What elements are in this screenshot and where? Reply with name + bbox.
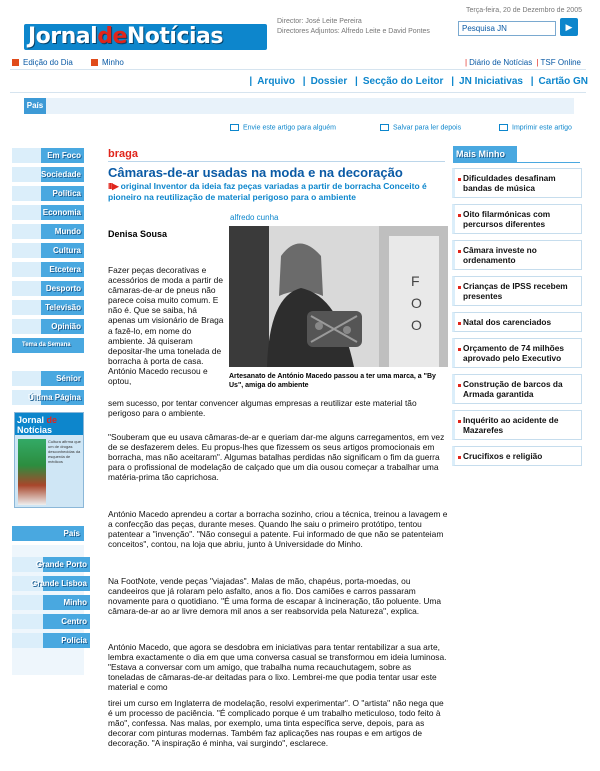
article-intro-continued: sem sucesso, por tentar convencer algumas empresas a reutilizar este material tão perigoso para o ambiente. xyxy=(108,398,417,419)
related-item[interactable]: Oito filarmónicas com percursos diferentes xyxy=(452,204,582,234)
divider xyxy=(517,162,580,163)
article-author: Denisa Sousa xyxy=(108,229,168,239)
director-line: Director: José Leite Pereira xyxy=(277,18,362,25)
save-icon xyxy=(380,124,389,131)
print-icon xyxy=(499,124,508,131)
edicao-label: Edição do Dia xyxy=(23,58,73,67)
sidebar-item-mundo[interactable]: Mundo xyxy=(12,224,84,239)
article-paragraph-5: tirei um curso em Inglaterra de modelação, resolvi experimentar". O "artista" não nega que é um processo de paciência. "É complicado porque é um trabalho meticuloso, todo feito à mão", confessa. Nas malas, por exemplo, uma tinta específica serve, depois, para as decorar com pinturas modernas. Também faz aplicações nas roupas e em artigos de decoração. "A inspiração é minha, vai surgindo", esclarece. xyxy=(108,698,444,749)
edition-icon xyxy=(12,59,19,66)
thumb-title-2: de xyxy=(46,415,58,425)
home-icon xyxy=(91,59,98,66)
sidebar-item-minho[interactable]: Minho xyxy=(12,595,90,610)
article-paragraph-4: António Macedo, que agora se desdobra em iniciativas para tentar rentabilizar a sua arte, lembra exactamente o dia em que uma conversa casual se transformou em ideia luminosa. "Estava a conversar com um amigo, que trabalha numa recauchutagem, sobre as toneladas de câmaras-de-ar deitadas para o lixo. Lembrei-me que podia tentar usar este material e como xyxy=(108,642,447,693)
article-paragraph-2: António Macedo aprendeu a cortar a borracha sozinho, criou a técnica, treinou a lavagem e a confecção das peças, durante meses. Quando lhe saiu o primeiro protótipo, tentou patentear a "invenção". "Não consegui a patente. Fui informado de que não se patenteiam conceitos", contou, na loja que abriu, junto à Universidade do Minho. xyxy=(108,509,448,550)
related-item[interactable]: Natal dos carenciados xyxy=(452,312,582,332)
mail-icon xyxy=(230,124,239,131)
related-item[interactable]: Crucifixos e religião xyxy=(452,446,582,466)
logo-part-3: Notícias xyxy=(126,24,223,49)
mais-minho-header: Mais Minho xyxy=(453,146,517,163)
sidebar-regions xyxy=(12,557,90,652)
edition-thumbnail[interactable] xyxy=(14,412,84,508)
section-label[interactable]: braga xyxy=(108,148,138,160)
save-label: Salvar para ler depois xyxy=(393,124,462,132)
send-article-link[interactable] xyxy=(230,124,336,131)
related-item[interactable]: Câmara investe no ordenamento xyxy=(452,240,582,270)
tsf-link[interactable]: TSF Online xyxy=(540,58,581,67)
sidebar-item-politica[interactable]: Política xyxy=(12,186,84,201)
main-nav: | Arquivo | Dossier | Secção do Leitor | JN Iniciativas | Cartão GN xyxy=(249,76,588,87)
svg-text:O: O xyxy=(411,317,422,333)
article-intro: Fazer peças decorativas e acessórios de moda a partir de câmaras-de-ar de pneus não parece coisa muito comum. E não é. Que se saiba, há apenas um visionário de Braga a fazê-lo, em nome do ambiente. Já quiseram depositar-lhe uma tonelada de borracha à porta de casa. António Macedo recusou e optou, xyxy=(108,265,224,387)
site-logo[interactable] xyxy=(24,24,267,50)
logo-part-1: Jornal xyxy=(28,24,98,49)
nav-jn-iniciativas[interactable]: JN Iniciativas xyxy=(459,76,523,87)
sidebar-item-desporto[interactable]: Desporto xyxy=(12,281,84,296)
related-item[interactable]: Crianças de IPSS recebem presentes xyxy=(452,276,582,306)
sidebar-pais-header[interactable]: País xyxy=(12,526,84,541)
minho-label: Minho xyxy=(102,58,124,67)
subhead-text: original Inventor da ideia faz peças variadas a partir de borracha Conceito é pioneiro na reutilização de material perigoso para o ambiente xyxy=(108,181,427,202)
sidebar-item-policia[interactable]: Polícia xyxy=(12,633,90,648)
sidebar-item-em-foco[interactable]: Em Foco xyxy=(12,148,84,163)
article-headline: Câmaras-de-ar usadas na moda e na decoração xyxy=(108,165,403,180)
photo-credit: alfredo cunha xyxy=(230,213,279,222)
edicao-link[interactable] xyxy=(12,58,73,67)
search-input[interactable]: Pesquisa JN xyxy=(458,21,556,36)
sidebar-nav xyxy=(12,148,84,409)
edition-links xyxy=(12,58,140,67)
article-paragraph-3: Na FootNote, vende peças "viajadas". Malas de mão, chapéus, porta-moedas, ou candeeiros que já rolaram pelo asfalto, anos a fio. Dos camiões e carros passaram novamente para o quotidiano. "É uma forma de escapar à incineração, tão poluente. Uma câmara-de-ar ao ar livre demora mil anos a ser reabsorvida pela Natureza", explica. xyxy=(108,576,442,617)
divider xyxy=(108,161,445,162)
related-list xyxy=(452,168,582,472)
related-item[interactable]: Construção de barcos da Armada garantida xyxy=(452,374,582,404)
divider xyxy=(10,92,586,93)
related-item[interactable]: Dificuldades desafinam bandas de música xyxy=(452,168,582,198)
masthead-credits xyxy=(277,17,430,37)
send-label: Envie este artigo para alguém xyxy=(243,124,336,132)
svg-text:F: F xyxy=(411,273,420,289)
sidebar-item-economia[interactable]: Economia xyxy=(12,205,84,220)
related-item[interactable]: Inquérito ao acidente de Mazarefes xyxy=(452,410,582,440)
nav-dossier[interactable]: Dossier xyxy=(310,76,348,87)
partner-links: | Diário de Notícias | TSF Online xyxy=(465,58,581,67)
sidebar-item-cultura[interactable]: Cultura xyxy=(12,243,84,258)
bars-icon: III▶ xyxy=(108,181,118,191)
deputies-line: Directores Adjuntos: Alfredo Leite e David Pontes xyxy=(277,28,430,35)
sidebar-item-grande-porto[interactable]: Grande Porto xyxy=(12,557,90,572)
search-button[interactable]: ▶ xyxy=(560,18,578,36)
article-subhead xyxy=(108,181,448,203)
nav-seccao-leitor[interactable]: Secção do Leitor xyxy=(362,76,444,87)
save-article-link[interactable] xyxy=(380,124,461,131)
divider xyxy=(10,69,586,70)
nav-cartao-gn[interactable]: Cartão GN xyxy=(538,76,588,87)
thumb-title-3: Notícias xyxy=(17,425,53,435)
article-paragraph-1: "Souberam que eu usava câmaras-de-ar e queriam dar-me alguns carregamentos, em vez de se desfazerem deles. Eu propus-lhes que fizessem os seus artigos promocionais em borracha, mas não aceitaram". Algumas batalhas perdidas não significam o fim da guerra para o profissional de modelação de calçado que um dia ousou começar a trabalhar uma matéria-prima tão caprichosa. xyxy=(108,432,445,483)
print-article-link[interactable] xyxy=(499,124,572,131)
print-label: Imprimir este artigo xyxy=(512,124,572,132)
sidebar-item-senior[interactable]: Sénior xyxy=(12,371,84,386)
article-photo xyxy=(229,226,448,367)
current-date: Terça-feira, 20 de Dezembro de 2005 xyxy=(466,7,582,14)
sidebar-item-centro[interactable]: Centro xyxy=(12,614,90,629)
svg-text:O: O xyxy=(411,295,422,311)
sidebar-item-tema-semana[interactable]: Tema da Semana xyxy=(12,338,84,353)
dn-link[interactable]: Diário de Notícias xyxy=(469,58,533,67)
current-section-tab[interactable]: País xyxy=(24,98,46,114)
nav-arquivo[interactable]: Arquivo xyxy=(257,76,295,87)
thumb-title-1: Jornal xyxy=(17,415,45,425)
sidebar-item-televisao[interactable]: Televisão xyxy=(12,300,84,315)
related-item[interactable]: Orçamento de 74 milhões aprovado pelo Executivo xyxy=(452,338,582,368)
section-strip xyxy=(24,98,574,114)
sidebar-item-etcetera[interactable]: Etcetera xyxy=(12,262,84,277)
sidebar-item-grande-lisboa[interactable]: Grande Lisboa xyxy=(12,576,90,591)
thumbnail-photo xyxy=(18,439,46,505)
sidebar-item-ultima-pagina[interactable]: Última Página xyxy=(12,390,84,405)
photo-caption: Artesanato de António Macedo passou a ter uma marca, a "By Us", amiga do ambiente xyxy=(229,373,436,389)
minho-link[interactable] xyxy=(91,58,124,67)
thumbnail-text: Cultura afirma que um de drogas desconhecidas da esquerda de médicos xyxy=(48,439,81,464)
logo-part-2: de xyxy=(97,24,127,49)
sidebar-item-sociedade[interactable]: Sociedade xyxy=(12,167,84,182)
sidebar-item-opiniao[interactable]: Opinião xyxy=(12,319,84,334)
thumbnail-masthead xyxy=(15,413,83,435)
